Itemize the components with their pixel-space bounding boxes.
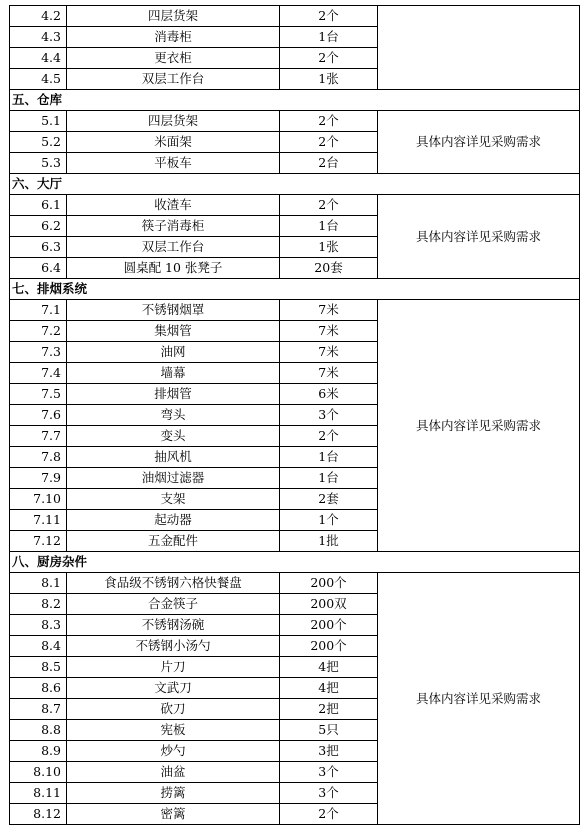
item-number-cell: 8.4 bbox=[10, 636, 67, 657]
item-number-cell: 5.1 bbox=[10, 111, 67, 132]
item-quantity-cell: 3个 bbox=[280, 783, 378, 804]
item-quantity-cell: 1台 bbox=[280, 447, 378, 468]
item-number-cell: 7.1 bbox=[10, 300, 67, 321]
item-quantity-cell: 2个 bbox=[280, 132, 378, 153]
table-row bbox=[10, 195, 580, 216]
item-number-cell: 7.5 bbox=[10, 384, 67, 405]
item-quantity-cell: 7米 bbox=[280, 342, 378, 363]
item-name-cell: 集烟管 bbox=[67, 321, 280, 342]
remark-cell: 具体内容详见采购需求 bbox=[378, 111, 580, 174]
item-name-cell: 墙幕 bbox=[67, 363, 280, 384]
procurement-table-body bbox=[10, 6, 580, 825]
item-number-cell: 7.4 bbox=[10, 363, 67, 384]
item-name-cell: 圆桌配 10 张凳子 bbox=[67, 258, 280, 279]
item-name-cell: 抽风机 bbox=[67, 447, 280, 468]
item-name-cell: 不锈钢汤碗 bbox=[67, 615, 280, 636]
item-name-cell: 双层工作台 bbox=[67, 69, 280, 90]
item-quantity-cell: 2个 bbox=[280, 195, 378, 216]
remark-cell: 具体内容详见采购需求 bbox=[378, 195, 580, 279]
item-number-cell: 8.1 bbox=[10, 573, 67, 594]
table-row bbox=[10, 300, 580, 321]
item-name-cell: 砍刀 bbox=[67, 699, 280, 720]
item-quantity-cell: 6米 bbox=[280, 384, 378, 405]
item-name-cell: 起动器 bbox=[67, 510, 280, 531]
table-row bbox=[10, 6, 580, 27]
section-header-row bbox=[10, 279, 580, 300]
item-quantity-cell: 1台 bbox=[280, 216, 378, 237]
item-number-cell: 8.10 bbox=[10, 762, 67, 783]
section-header-row bbox=[10, 174, 580, 195]
item-name-cell: 食品级不锈钢六格快餐盘 bbox=[67, 573, 280, 594]
remark-cell: 具体内容详见采购需求 bbox=[378, 300, 580, 552]
item-quantity-cell: 4把 bbox=[280, 678, 378, 699]
item-name-cell: 双层工作台 bbox=[67, 237, 280, 258]
item-number-cell: 7.12 bbox=[10, 531, 67, 552]
item-number-cell: 8.11 bbox=[10, 783, 67, 804]
item-name-cell: 四层货架 bbox=[67, 6, 280, 27]
item-name-cell: 排烟管 bbox=[67, 384, 280, 405]
item-name-cell: 不锈钢烟罩 bbox=[67, 300, 280, 321]
item-number-cell: 8.8 bbox=[10, 720, 67, 741]
item-number-cell: 7.9 bbox=[10, 468, 67, 489]
section-title: 八、厨房杂件 bbox=[10, 552, 580, 573]
section-header-row bbox=[10, 552, 580, 573]
item-number-cell: 4.5 bbox=[10, 69, 67, 90]
section-title: 七、排烟系统 bbox=[10, 279, 580, 300]
item-quantity-cell: 2个 bbox=[280, 804, 378, 825]
item-name-cell: 米面架 bbox=[67, 132, 280, 153]
item-quantity-cell: 7米 bbox=[280, 363, 378, 384]
item-number-cell: 7.3 bbox=[10, 342, 67, 363]
item-number-cell: 6.2 bbox=[10, 216, 67, 237]
item-quantity-cell: 3个 bbox=[280, 405, 378, 426]
item-number-cell: 8.6 bbox=[10, 678, 67, 699]
item-name-cell: 捞篱 bbox=[67, 783, 280, 804]
item-quantity-cell: 4把 bbox=[280, 657, 378, 678]
item-quantity-cell: 2台 bbox=[280, 153, 378, 174]
item-number-cell: 7.11 bbox=[10, 510, 67, 531]
table-row bbox=[10, 573, 580, 594]
item-number-cell: 7.7 bbox=[10, 426, 67, 447]
item-number-cell: 7.8 bbox=[10, 447, 67, 468]
remark-cell: 具体内容详见采购需求 bbox=[378, 573, 580, 825]
item-name-cell: 油盆 bbox=[67, 762, 280, 783]
item-name-cell: 油网 bbox=[67, 342, 280, 363]
item-quantity-cell: 1台 bbox=[280, 27, 378, 48]
item-quantity-cell: 7米 bbox=[280, 300, 378, 321]
item-name-cell: 片刀 bbox=[67, 657, 280, 678]
item-quantity-cell: 2个 bbox=[280, 48, 378, 69]
item-name-cell: 四层货架 bbox=[67, 111, 280, 132]
item-name-cell: 密篱 bbox=[67, 804, 280, 825]
item-number-cell: 4.2 bbox=[10, 6, 67, 27]
item-number-cell: 6.1 bbox=[10, 195, 67, 216]
table-row bbox=[10, 111, 580, 132]
item-name-cell: 筷子消毒柜 bbox=[67, 216, 280, 237]
item-number-cell: 8.2 bbox=[10, 594, 67, 615]
item-number-cell: 4.4 bbox=[10, 48, 67, 69]
item-name-cell: 不锈钢小汤勺 bbox=[67, 636, 280, 657]
item-name-cell: 更衣柜 bbox=[67, 48, 280, 69]
section-title: 六、大厅 bbox=[10, 174, 580, 195]
item-name-cell: 弯头 bbox=[67, 405, 280, 426]
item-quantity-cell: 5只 bbox=[280, 720, 378, 741]
item-name-cell: 炒勺 bbox=[67, 741, 280, 762]
item-name-cell: 宪板 bbox=[67, 720, 280, 741]
item-quantity-cell: 3个 bbox=[280, 762, 378, 783]
item-number-cell: 8.3 bbox=[10, 615, 67, 636]
item-number-cell: 7.6 bbox=[10, 405, 67, 426]
item-name-cell: 油烟过滤器 bbox=[67, 468, 280, 489]
item-quantity-cell: 1张 bbox=[280, 69, 378, 90]
item-number-cell: 4.3 bbox=[10, 27, 67, 48]
item-quantity-cell: 1批 bbox=[280, 531, 378, 552]
item-number-cell: 7.10 bbox=[10, 489, 67, 510]
item-name-cell: 合金筷子 bbox=[67, 594, 280, 615]
item-number-cell: 8.12 bbox=[10, 804, 67, 825]
section-title: 五、仓库 bbox=[10, 90, 580, 111]
item-quantity-cell: 2套 bbox=[280, 489, 378, 510]
item-name-cell: 支架 bbox=[67, 489, 280, 510]
remark-cell bbox=[378, 6, 580, 90]
item-quantity-cell: 2个 bbox=[280, 111, 378, 132]
item-quantity-cell: 1个 bbox=[280, 510, 378, 531]
item-quantity-cell: 7米 bbox=[280, 321, 378, 342]
item-quantity-cell: 20套 bbox=[280, 258, 378, 279]
item-number-cell: 6.4 bbox=[10, 258, 67, 279]
item-number-cell: 7.2 bbox=[10, 321, 67, 342]
item-quantity-cell: 200个 bbox=[280, 573, 378, 594]
item-name-cell: 平板车 bbox=[67, 153, 280, 174]
item-number-cell: 8.5 bbox=[10, 657, 67, 678]
item-quantity-cell: 200双 bbox=[280, 594, 378, 615]
item-quantity-cell: 2个 bbox=[280, 6, 378, 27]
item-quantity-cell: 1张 bbox=[280, 237, 378, 258]
item-quantity-cell: 200个 bbox=[280, 636, 378, 657]
item-quantity-cell: 1台 bbox=[280, 468, 378, 489]
procurement-table bbox=[9, 5, 580, 825]
item-number-cell: 5.3 bbox=[10, 153, 67, 174]
item-quantity-cell: 3把 bbox=[280, 741, 378, 762]
section-header-row bbox=[10, 90, 580, 111]
item-name-cell: 变头 bbox=[67, 426, 280, 447]
item-quantity-cell: 200个 bbox=[280, 615, 378, 636]
item-quantity-cell: 2把 bbox=[280, 699, 378, 720]
item-name-cell: 消毒柜 bbox=[67, 27, 280, 48]
item-name-cell: 五金配件 bbox=[67, 531, 280, 552]
item-name-cell: 收渣车 bbox=[67, 195, 280, 216]
item-number-cell: 8.9 bbox=[10, 741, 67, 762]
item-number-cell: 8.7 bbox=[10, 699, 67, 720]
item-name-cell: 文武刀 bbox=[67, 678, 280, 699]
item-number-cell: 6.3 bbox=[10, 237, 67, 258]
item-number-cell: 5.2 bbox=[10, 132, 67, 153]
item-quantity-cell: 2个 bbox=[280, 426, 378, 447]
